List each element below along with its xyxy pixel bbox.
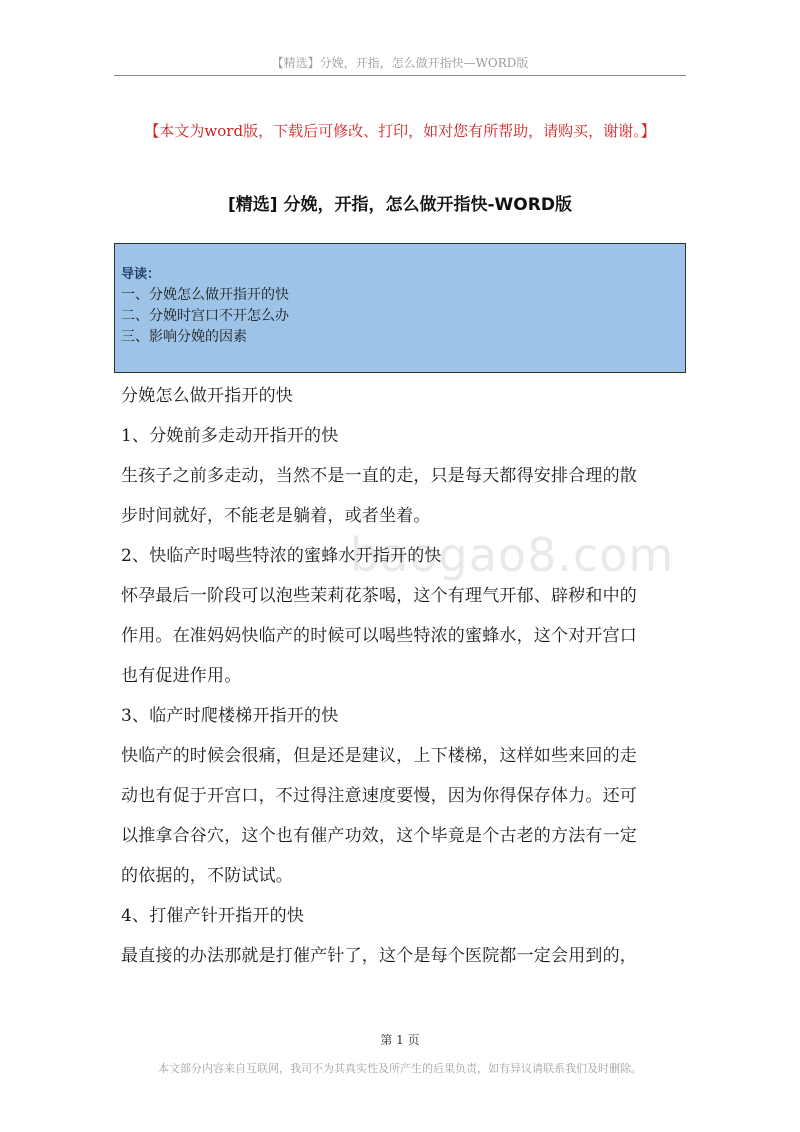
purchase-notice: 【本文为word版，下载后可修改、打印，如对您有所帮助，请购买，谢谢。】: [144, 122, 656, 140]
watermark: baogao8.com: [350, 528, 675, 582]
footer-disclaimer: 本文部分内容来自互联网，我司不为其真实性及所产生的后果负责，如有异议请联系我们及时删除。: [158, 1062, 642, 1075]
body-line: 最直接的办法那就是打催产针了，这个是每个医院都一定会用到的，: [121, 946, 637, 966]
page-number: 第 1 页: [380, 1033, 420, 1047]
guide-heading: 导读：: [121, 267, 161, 282]
guide-item: 三、影响分娩的因素: [121, 329, 247, 345]
body-line: 怀孕最后一阶段可以泡些茉莉花茶喝，这个有理气开郁、辟秽和中的: [121, 586, 637, 606]
body-line: 步时间就好，不能老是躺着，或者坐着。: [121, 506, 431, 526]
guide-box: [114, 243, 686, 373]
subsection-heading: 2、快临产时喝些特浓的蜜蜂水开指开的快: [121, 546, 442, 566]
guide-item: 一、分娩怎么做开指开的快: [121, 287, 289, 303]
body-line: 也有促进作用。: [121, 666, 242, 686]
header-divider: [114, 75, 686, 76]
body-line: 生孩子之前多走动，当然不是一直的走，只是每天都得安排合理的散: [121, 466, 637, 486]
body-content: [121, 376, 687, 976]
section-heading: 分娩怎么做开指开的快: [121, 386, 293, 406]
subsection-heading: 3、临产时爬楼梯开指开的快: [121, 706, 339, 726]
body-line: 快临产的时候会很痛，但是还是建议，上下楼梯，这样如些来回的走: [121, 746, 637, 766]
subsection-heading: 1、分娩前多走动开指开的快: [121, 426, 339, 446]
body-line: 作用。在准妈妈快临产的时候可以喝些特浓的蜜蜂水，这个对开宫口: [121, 626, 637, 646]
document-title: [精选] 分娩，开指，怎么做开指快-WORD版: [228, 195, 572, 215]
subsection-heading: 4、打催产针开指开的快: [121, 906, 305, 926]
guide-item: 二、分娩时宫口不开怎么办: [121, 308, 289, 324]
body-line: 的依据的，不防试试。: [121, 866, 293, 886]
running-header: 【精选】分娩，开指，怎么做开指快—WORD版: [271, 56, 529, 70]
body-line: 动也有促于开宫口，不过得注意速度要慢，因为你得保存体力。还可: [121, 786, 637, 806]
body-line: 以推拿合谷穴，这个也有催产功效，这个毕竟是个古老的方法有一定: [121, 826, 637, 846]
